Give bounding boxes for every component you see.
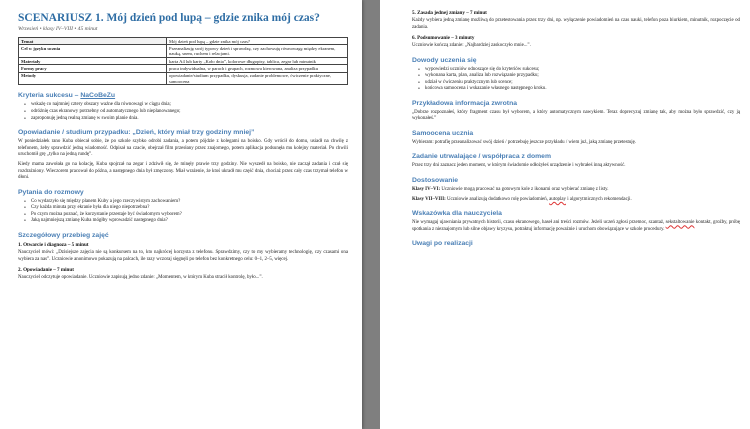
table-row [19, 45, 348, 58]
list-item: • wskażę co najmniej cztery obszary ważne dla równowagi w ciągu dnia; [24, 102, 348, 109]
task-text: Przez trzy dni zaznacz jeden moment, w którym świadomie odłożyłeś urządzenie i wybrałeś inną aktywność. [412, 163, 626, 169]
step-text: Nauczyciel odczytuje opowiadanie. Uczniowie zapisują jedno zdanie: „Momentem, w którym Kuba stracił kontrolę, było...”. [18, 275, 263, 281]
story-heading: Opowiadanie / studium przypadku: „Dzień, który miał trzy godziny mniej” [18, 129, 255, 137]
table-value: opowiadanie/studium przypadku, dyskusja, zadanie problemowe, ćwiczenie praktyczne, samoocena [167, 72, 348, 85]
step-title: 2. Opowiadanie – 7 minut [18, 266, 74, 273]
evidence-list [412, 67, 740, 93]
step-text: Uczniowie kończą zdanie: „Najbardziej zaskoczyło mnie...”. [412, 43, 531, 49]
criteria-heading-link: NaCoBeZu [80, 92, 116, 100]
table-row [19, 38, 348, 45]
list-item: • końcowa samoocena i wskazanie własnego następnego kroku. [418, 86, 740, 93]
list-item: • zaproponuję jedną realną zmianę w swoim planie dnia. [24, 116, 348, 123]
list-item: • Co wydarzyło się między planem Kuby a jego rzeczywistym zachowaniem? [24, 199, 348, 206]
step-title: 5. Zasada jednej zmiany – 7 minut [412, 10, 487, 16]
adapt-label: Klasy VII–VIII: [412, 197, 446, 203]
document-page-right [380, 0, 750, 429]
adapt-label: Klasy IV–VI: [412, 186, 441, 192]
story-paragraph: W poniedziałek rano Kuba obiecał sobie, że po szkole szybko odrobi zadania, a potem pójdzie z kolegami na boisko. Gdy wrócił do domu, usiadł na chwilę z telefonem, żeby sprawdzić jedną wiadomość. Odpisał na czacie, obejrzał film przesłany przez znajomego, potem aplikacja podsunęła mu kolejny materiał. Po chwili uruchomił grę „tylko na jedną rundę”. [18, 139, 348, 157]
adapt-heading: Dostosowanie [412, 176, 459, 184]
table-value: karta A4 lub karty „Koło dnia”, kolorowe długopisy, tablica, zegar lub minutnik [167, 57, 348, 64]
tips-text [412, 220, 740, 233]
course-heading: Szczegółowy przebieg zajęć [18, 231, 109, 239]
lesson-info-table [18, 37, 348, 85]
criteria-heading [18, 92, 348, 100]
selfcheck-heading: Samoocena ucznia [412, 129, 474, 137]
tips-text-part: kontakt, groźby, próbę spotkania z nieznajomym lub silne objawy kryzysu, potraktuj informację poważnie i uruchom obowiązujące w szkole procedury. [412, 220, 740, 232]
table-row [19, 72, 348, 85]
list-item: • Jaką najmniejszą zmianę Kuba mógłby wprowadzić następnego dnia? [24, 218, 348, 225]
list-item: • Po czym można poznać, że korzystanie przestaje być świadomym wyborem? [24, 212, 348, 219]
feedback-text: „Dobrze rozpoznałeś, który fragment czasu był wyborem, a który automatycznym nawykiem. Teraz doprecyzuj zmianę tak, aby można było sprawdzić, czy ją wykonałeś.” [412, 110, 740, 122]
adapt-item [412, 187, 740, 193]
criteria-list [18, 102, 348, 122]
table-value: Przeanalizuję swój typowy dzień i sprawdzę, czy zachowuję równowagę między ekranem, nauką, snem, ruchem i relacjami. [167, 45, 348, 58]
list-item: • udział w ćwiczeniu praktycznym lub scence; [418, 80, 740, 87]
table-row [19, 65, 348, 72]
questions-heading: Pytania do rozmowy [18, 188, 84, 196]
adapt-term: autoplay [549, 197, 566, 203]
table-label: Metody [19, 72, 167, 85]
table-label: Cel w języku ucznia [19, 45, 167, 58]
task-heading: Zadanie utrwalające / współpraca z domem [412, 153, 552, 161]
adapt-text: Uczniowie mogą pracować na gotowym kole z ikonami oraz wybierać zmianę z listy. [441, 186, 609, 192]
notes-heading: Uwagi po realizacji [412, 240, 473, 248]
table-label: Formy pracy [19, 65, 167, 72]
tips-text-part: Nie wymagaj ujawniania prywatnych historii, czasu ekranowego, haseł ani treści rozmów. Jeżeli uczeń zgłosi przemoc, szantaż, [412, 220, 665, 226]
story-paragraph: Kiedy mama zawołała go na kolację, Kuba spojrzał na zegar i zdziwił się, że minęły prawie trzy godziny. Nie wyszedł na boisko, nie zaczął zadania i czuł się rozdrażniony. Wieczorem pracował do późna, a następnego dnia był zmęczony. Miał wrażenie, że ktoś ukradł mu część dnia, chociaż przez cały czas trzymał telefon w dłoni. [18, 162, 348, 181]
scenario-meta: Wrzesień • klasy IV–VIII • 45 minut [18, 26, 98, 32]
step-title: 1. Otwarcie i diagnoza – 5 minut [18, 241, 89, 248]
tips-term: sekstaltowanie [665, 220, 695, 226]
table-label: Materiały [19, 57, 167, 64]
table-value: praca indywidualna, w parach i grupach, rozmowa kierowana, analiza przypadku [167, 65, 348, 72]
list-item: • Czy każda minuta przy ekranie była dla niego niepotrzebna? [24, 205, 348, 212]
evidence-heading: Dowody uczenia się [412, 56, 477, 64]
selfcheck-text: Wybieram: potrafię przeanalizować swój dzień / potrzebuję jeszcze przykładu / wiem już, jaką zmianę przetestuję. [412, 139, 637, 145]
adapt-item [412, 197, 740, 203]
table-value: Mój dzień pod lupą – gdzie znika mój czas? [167, 38, 348, 45]
list-item: • wypowiedzi uczniów odnoszące się do kryteriów sukcesu; [418, 67, 740, 74]
scenario-title: SCENARIUSZ 1. Mój dzień pod lupą – gdzie znika mój czas? [18, 12, 320, 24]
criteria-heading-text: Kryteria sukcesu – [18, 92, 79, 100]
step-text: Każdy wybiera jedną zmianę możliwą do przetestowania przez trzy dni, np. wyłączenie powiadomień na czas nauki, telefon poza biurkiem, minutnik, rozpoczęcie od zadania. [412, 18, 740, 30]
questions-list [18, 199, 348, 225]
feedback-heading: Przykładowa informacja zwrotna [412, 100, 518, 107]
document-page-left [0, 0, 362, 429]
tips-heading: Wskazówka dla nauczyciela [412, 210, 502, 218]
adapt-text: i algorytmicznych rekomendacji. [567, 197, 632, 203]
list-item: • odróżnię czas ekranowy potrzebny od automatycznego lub nieplanowanego; [24, 109, 348, 116]
table-row [19, 57, 348, 64]
table-label: Temat [19, 38, 167, 45]
step-title: 6. Podsumowanie – 3 minuty [412, 35, 475, 42]
adapt-text: Uczniowie analizują dodatkowo rolę powiadomień, [446, 197, 548, 203]
step-text: Nauczyciel mówi: „Dzisiejsze zajęcia nie są konkursem na to, kto najkrócej korzysta z telefonu. Sprawdzimy, czy to my wybieramy technologię, czy czasami ona wybiera za nas”. Uczniowie anonimowo pokazują na palcach, ile razy wczoraj sięgnęli po telefon bez konkretnego celu: 0–1, 2–5, więcej. [18, 250, 348, 262]
list-item: • wykonana karta, plan, analiza lub rozwiązanie przypadku; [418, 73, 740, 80]
